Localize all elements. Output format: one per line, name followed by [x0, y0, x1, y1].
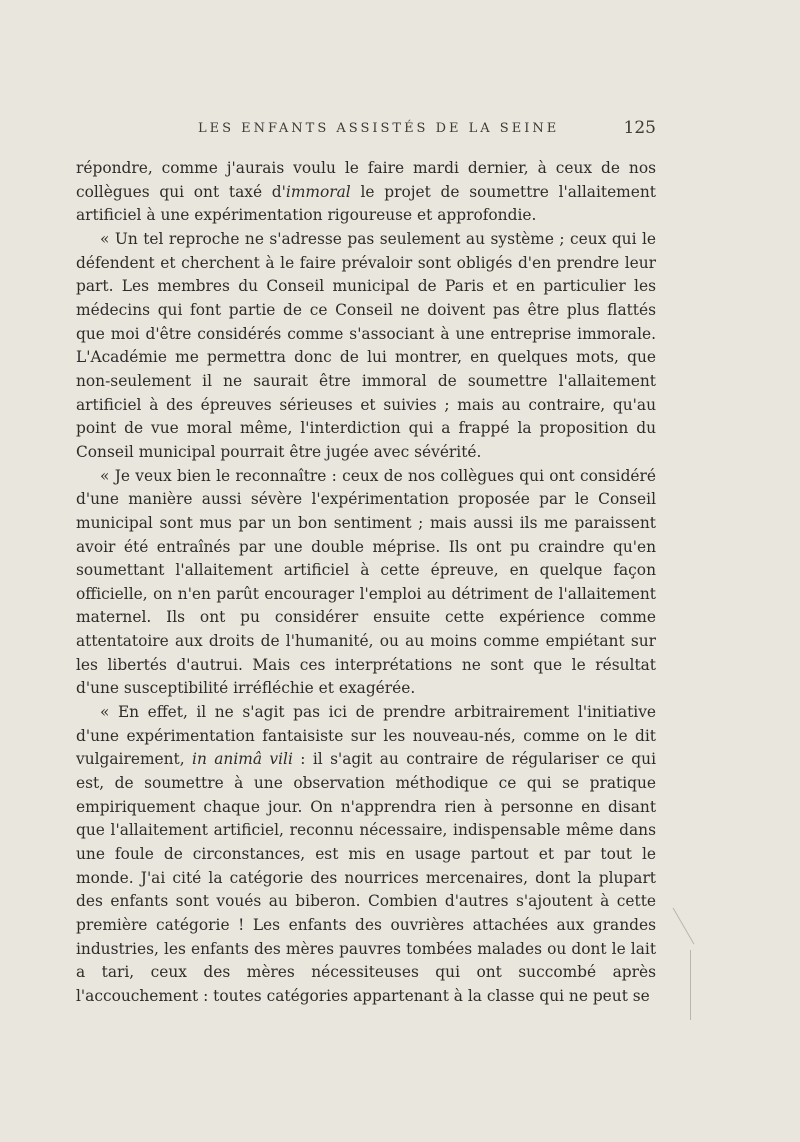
- paragraph: [76, 701, 656, 1009]
- italic-term: in animâ vili: [192, 750, 293, 769]
- page-edge-mark: [673, 908, 695, 945]
- italic-term: immoral: [285, 182, 351, 201]
- paragraph-text: répondre, comme j'aurais voulu le faire mardi dernier, à ceux de nos collègues qui ont taxé d': [76, 159, 656, 201]
- running-title: LES ENFANTS ASSISTÉS DE LA SEINE: [198, 121, 560, 136]
- paragraph-text: « En effet, il ne s'agit pas ici de prendre arbitrairement l'initiative d'une expérimentation fantaisiste sur les nouveau-nés, comme on le dit vulgairement,: [76, 703, 656, 769]
- page-number: 125: [623, 118, 656, 138]
- paragraph: [76, 157, 656, 228]
- body-text: [76, 157, 656, 1009]
- page-edge-mark: [690, 950, 691, 1020]
- paragraph: « Je veux bien le reconnaître : ceux de nos collègues qui ont considéré d'une manière aussi sévère l'expérimentation proposée par le Conseil municipal sont mus par un bon sentiment ; mais aussi ils me paraissent avoir été entraînés par une double méprise. Ils ont pu craindre qu'en soumettant l'allaitement artificiel à cette épreuve, en quelque façon officielle, on n'en parût encourager l'emploi au détriment de l'allaitement maternel. Ils ont pu considérer ensuite cette expérience comme attentatoire aux droits de l'humanité, ou au moins comme empiétant sur les libertés d'autrui. Mais ces interprétations ne sont que le résultat d'une susceptibilité irréfléchie et exagérée.: [76, 466, 656, 698]
- page-header: [76, 118, 656, 146]
- paragraph-text: : il s'agit au contraire de régulariser ce qui est, de soumettre à une observation méthodique ce qui se pratique empiriquement chaque jour. On n'apprendra rien à personne en disant que l'allaitement artificiel, reconnu nécessaire, indispensable même dans une foule de circonstances, est mis en usage partout et par tout le monde. J'ai cité la catégorie des nourrices mercenaires, dont la plupart des enfants sont voués au biberon. Combien d'autres s'ajoutent à cette première catégorie ! Les enfants des ouvrières attachées aux grandes industries, les enfants des mères pauvres tombées malades ou dont le lait a tari, ceux des mères nécessiteuses qui ont succombé après l'accouchement : toutes catégories appartenant à la classe qui ne peut se: [76, 750, 656, 1005]
- paragraph-text: le projet de soumettre l'allaitement artificiel à une expérimentation rigoureuse et approfondie.: [76, 182, 656, 225]
- paragraph: « Un tel reproche ne s'adresse pas seulement au système ; ceux qui le défendent et cherchent à le faire prévaloir sont obligés d'en prendre leur part. Les membres du Conseil municipal de Paris et en particulier les médecins qui font partie de ce Conseil ne doivent pas être plus flattés que moi d'être considérés comme s'associant à une entreprise immorale. L'Académie me permettra donc de lui montrer, en quelques mots, que non-seulement il ne saurait être immoral de soumettre l'allaitement artificiel à des épreuves sérieuses et suivies ; mais au contraire, qu'au point de vue moral même, l'interdiction qui a frappé la proposition du Conseil municipal pourrait être jugée avec sévérité.: [76, 229, 656, 461]
